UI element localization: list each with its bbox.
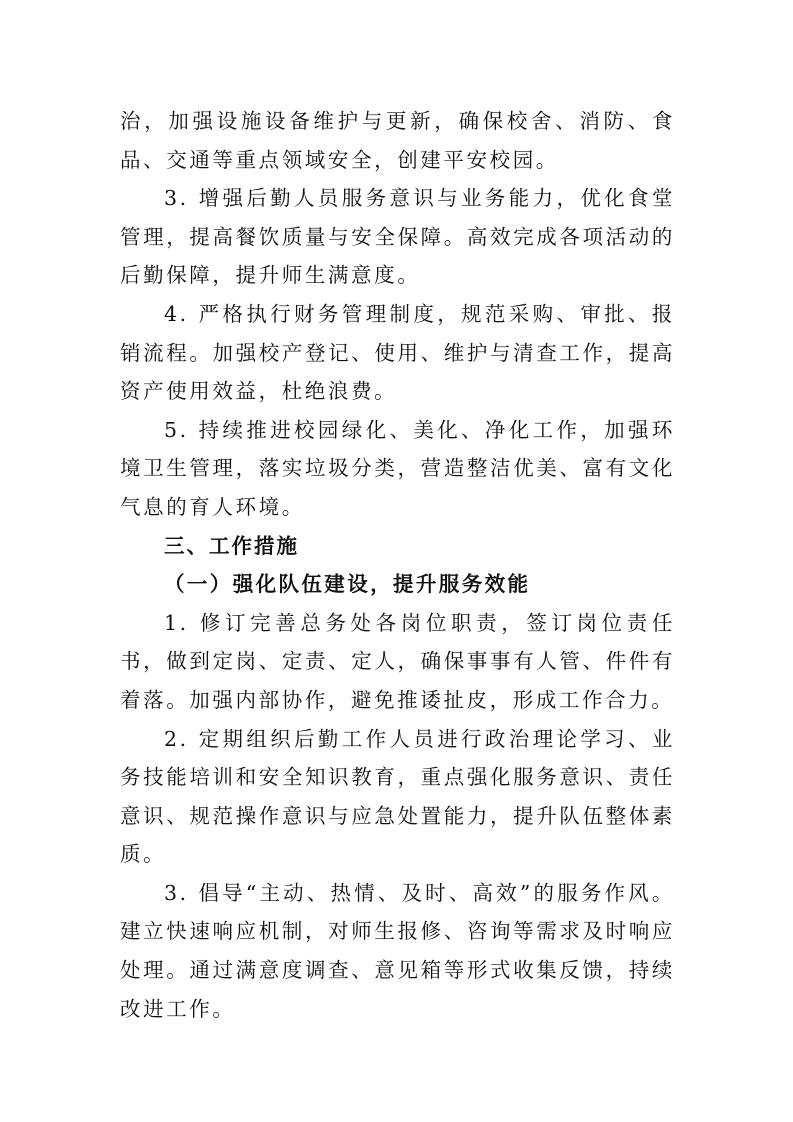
section-heading-work-measures: 三、工作措施 xyxy=(164,533,299,558)
paragraph-item-5: 5. 持续推进校园绿化、美化、净化工作，加强环境卫生管理，落实垃圾分类，营造整洁优美、富有文化气息的育人环境。 xyxy=(120,417,675,519)
paragraph-measure-3: 3. 倡导“主动、热情、及时、高效”的服务作风。建立快速响应机制，对师生报修、咨询等需求及时响应处理。通过满意度调查、意见箱等形式收集反馈，持续改进工作。 xyxy=(120,880,675,1021)
paragraph-item-4: 4. 严格执行财务管理制度，规范采购、审批、报销流程。加强校产登记、使用、维护与清查工作，提高资产使用效益，杜绝浪费。 xyxy=(120,301,675,404)
paragraph-item-3: 3. 增强后勤人员服务意识与业务能力，优化食堂管理，提高餐饮质量与安全保障。高效完成各项活动的后勤保障，提升师生满意度。 xyxy=(120,186,675,288)
subsection-heading-team-building: （一）强化队伍建设，提升服务效能 xyxy=(164,572,531,597)
paragraph-measure-2: 2. 定期组织后勤工作人员进行政治理论学习、业务技能培训和安全知识教育，重点强化服务意识、责任意识、规范操作意识与应急处置能力，提升队伍整体素质。 xyxy=(120,726,675,867)
paragraph-measure-1: 1. 修订完善总务处各岗位职责，签订岗位责任书，做到定岗、定责、定人，确保事事有人管、件件有着落。加强内部协作，避免推诿扯皮，形成工作合力。 xyxy=(120,610,675,712)
paragraph-continuation: 治，加强设施设备维护与更新，确保校舍、消防、食品、交通等重点领域安全，创建平安校园。 xyxy=(120,109,675,172)
